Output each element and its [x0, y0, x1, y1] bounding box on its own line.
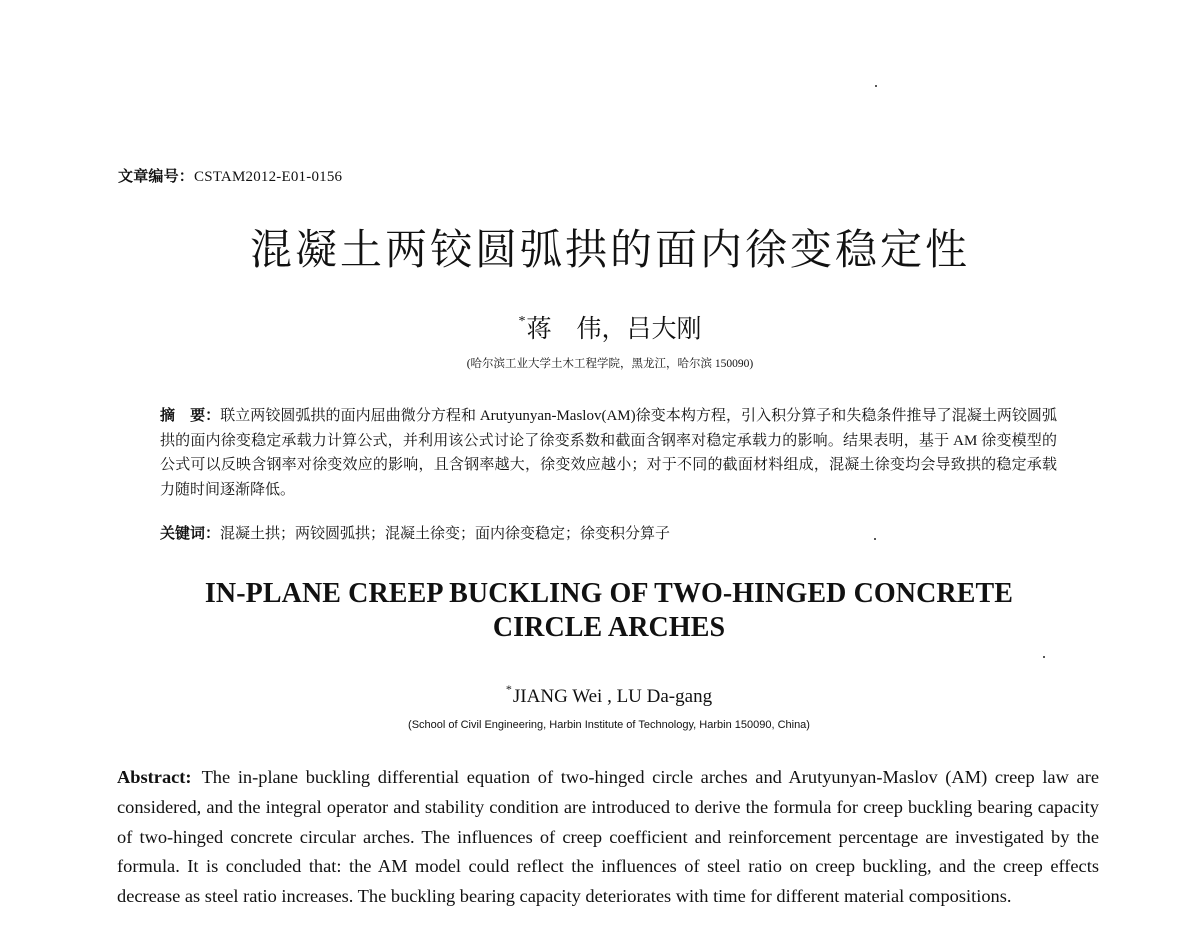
- corresponding-author-marker: *: [518, 314, 526, 329]
- english-author-names: JIANG Wei , LU Da-gang: [512, 686, 713, 707]
- chinese-keywords: [160, 522, 1057, 546]
- corresponding-author-marker-en: *: [505, 682, 512, 696]
- chinese-keywords-label: 关键词：: [160, 526, 221, 542]
- chinese-abstract-label: 摘 要：: [160, 408, 221, 424]
- english-abstract: [117, 763, 1099, 912]
- english-abstract-text: The in-plane buckling differential equation of two-hinged circle arches and Arutyunyan-Maslov (AM) creep law are considered, and the integral operator and stability condition are introduced to derive the formula for creep buckling bearing capacity of two-hinged concrete circular arches. The influences of creep coefficient and reinforcement percentage are investigated by the formula. It is concluded that: the AM model could reflect the influences of steel ratio on creep buckling, and the creep effects decrease as steel ratio increases. The buckling bearing capacity deteriorates with time for different material compositions.: [117, 767, 1099, 907]
- chinese-keywords-text: 混凝土拱；两铰圆弧拱；混凝土徐变；面内徐变稳定；徐变积分算子: [220, 526, 671, 542]
- scan-speck: [1043, 656, 1045, 658]
- chinese-abstract-text: 联立两铰圆弧拱的面内屈曲微分方程和 Arutyunyan-Maslov(AM)徐变本构方程，引入积分算子和失稳条件推导了混凝土两铰圆弧拱的面内徐变稳定承载力计算公式，并利用该公式讨论了徐变系数和截面含钢率对稳定承载力的影响。结果表明，基于 AM 徐变模型的公式可以反映含钢率对徐变效应的影响，且含钢率越大，徐变效应越小；对于不同的截面材料组成，混凝土徐变均会导致拱的稳定承载力随时间逐渐降低。: [160, 408, 1057, 498]
- chinese-affiliation: (哈尔滨工业大学土木工程学院，黑龙江，哈尔滨 150090): [466, 358, 754, 370]
- english-title-line-2: CIRCLE ARCHES: [492, 612, 726, 643]
- article-number-value: CSTAM2012-E01-0156: [194, 169, 343, 185]
- chinese-abstract: [160, 404, 1057, 502]
- scan-speck: [875, 85, 877, 87]
- english-authors: [0, 676, 1200, 710]
- english-abstract-label: Abstract:: [117, 767, 192, 787]
- english-title: [0, 577, 1200, 645]
- chinese-authors: [0, 305, 1200, 347]
- english-title-line-1: IN-PLANE CREEP BUCKLING OF TWO-HINGED CONCRETE: [204, 578, 1014, 609]
- article-number: [118, 165, 342, 186]
- chinese-title: 混凝土两铰圆弧拱的面内徐变稳定性: [249, 225, 970, 274]
- chinese-author-names: 蒋 伟，吕大刚: [526, 316, 702, 343]
- english-affiliation: (School of Civil Engineering, Harbin Institute of Technology, Harbin 150090, China): [408, 719, 810, 731]
- article-number-label: 文章编号：: [118, 169, 195, 185]
